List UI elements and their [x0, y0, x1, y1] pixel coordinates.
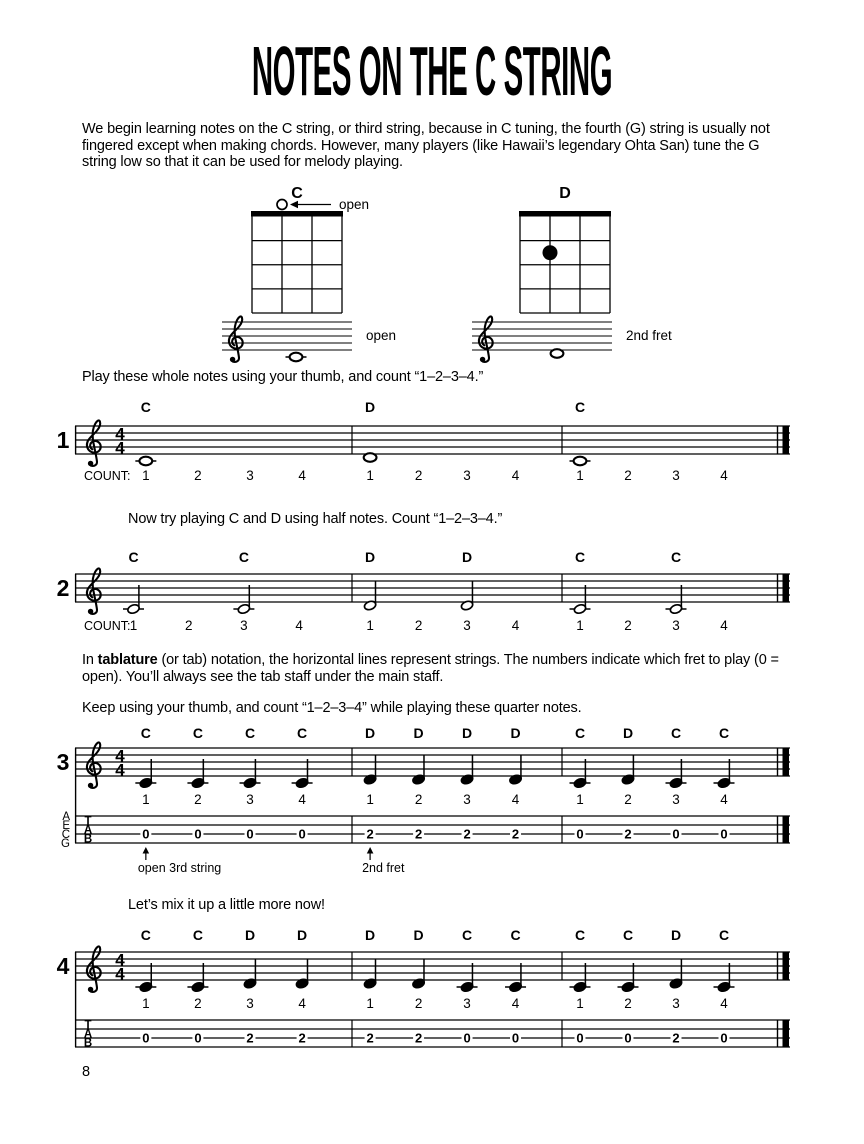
page-title: NOTES ON THE C STRING [251, 32, 613, 110]
svg-text:4: 4 [720, 792, 728, 807]
svg-text:2: 2 [246, 1030, 254, 1046]
svg-text:2: 2 [366, 1030, 374, 1046]
svg-text:0: 0 [142, 1030, 150, 1046]
finger-dot-marker [543, 245, 558, 260]
svg-text:1: 1 [142, 468, 150, 483]
svg-text:3: 3 [246, 792, 254, 807]
svg-text:E: E [62, 820, 70, 832]
svg-text:D: D [461, 549, 473, 565]
svg-text:4: 4 [511, 792, 520, 807]
svg-text:D: D [461, 725, 473, 741]
treble-clef-icon [87, 568, 101, 614]
svg-text:C: C [140, 725, 151, 741]
svg-text:4: 4 [298, 468, 306, 483]
svg-text:D: D [244, 927, 256, 943]
svg-text:C: C [140, 399, 151, 415]
svg-text:D: D [670, 927, 682, 943]
svg-text:0: 0 [576, 826, 584, 842]
svg-text:C: C [574, 549, 586, 565]
svg-text:D: D [413, 927, 424, 943]
svg-text:A: A [83, 824, 93, 837]
svg-text:C: C [574, 399, 586, 415]
svg-text:4: 4 [115, 950, 125, 970]
svg-text:C: C [670, 549, 682, 565]
svg-text:C: C [670, 725, 682, 741]
svg-text:T: T [84, 815, 92, 828]
svg-text:A: A [83, 1028, 93, 1041]
tablature-paragraph [82, 652, 798, 685]
svg-text:2: 2 [414, 1030, 423, 1046]
svg-text:2: 2 [184, 618, 193, 633]
svg-text:2: 2 [194, 996, 202, 1011]
svg-text:C: C [238, 549, 249, 565]
svg-text:4: 4 [115, 964, 125, 984]
svg-text:3: 3 [463, 792, 471, 807]
svg-text:1: 1 [366, 996, 374, 1011]
svg-text:1: 1 [576, 996, 584, 1011]
svg-text:3: 3 [56, 749, 70, 775]
svg-text:3: 3 [672, 468, 680, 483]
svg-text:G: G [61, 838, 70, 850]
treble-clef-icon [87, 742, 101, 788]
treble-clef-icon [479, 316, 493, 362]
svg-text:3: 3 [463, 996, 471, 1011]
svg-text:A: A [62, 811, 70, 823]
svg-text:C: C [244, 725, 256, 741]
svg-text:4: 4 [298, 996, 306, 1011]
svg-text:0: 0 [142, 826, 150, 842]
svg-text:C: C [574, 927, 586, 943]
svg-text:D: D [365, 549, 376, 565]
svg-text:D: D [365, 927, 376, 943]
svg-text:D: D [510, 725, 521, 741]
exercise-2-notation [0, 546, 864, 646]
svg-text:2: 2 [414, 468, 423, 483]
svg-text:3: 3 [672, 996, 680, 1011]
svg-text:D: D [365, 399, 376, 415]
tablature-text-pre: In [82, 652, 98, 668]
svg-text:3: 3 [672, 618, 680, 633]
svg-text:C: C [461, 927, 473, 943]
svg-text:2nd fret: 2nd fret [626, 328, 672, 343]
svg-text:4: 4 [295, 618, 303, 633]
svg-text:3: 3 [246, 996, 254, 1011]
svg-text:COUNT:: COUNT: [84, 619, 131, 633]
svg-text:4: 4 [115, 438, 125, 458]
svg-text:2: 2 [414, 792, 423, 807]
svg-text:T: T [84, 1019, 92, 1032]
svg-text:2: 2 [624, 826, 632, 842]
svg-text:C: C [297, 725, 308, 741]
svg-text:2: 2 [414, 618, 423, 633]
svg-text:0: 0 [246, 826, 254, 842]
svg-text:4: 4 [511, 618, 520, 633]
tablature-text-bold: tablature [97, 652, 158, 668]
svg-text:2: 2 [414, 826, 423, 842]
svg-text:open 3rd string: open 3rd string [137, 861, 222, 875]
svg-text:0: 0 [720, 1030, 728, 1046]
svg-text:3: 3 [672, 792, 680, 807]
svg-text:1: 1 [576, 618, 584, 633]
svg-text:3: 3 [463, 468, 471, 483]
svg-text:B: B [83, 833, 93, 846]
instruction-half-notes: Now try playing C and D using half notes. Count “1–2–3–4.” [128, 511, 503, 527]
svg-text:C: C [718, 725, 730, 741]
svg-text:4: 4 [298, 792, 306, 807]
svg-text:2nd fret: 2nd fret [362, 861, 405, 875]
svg-text:2: 2 [624, 618, 632, 633]
svg-text:D: D [559, 185, 571, 202]
svg-text:0: 0 [463, 1030, 471, 1046]
page-number: 8 [82, 1064, 91, 1080]
svg-text:2: 2 [672, 1030, 680, 1046]
svg-text:2: 2 [194, 792, 202, 807]
svg-text:0: 0 [511, 1030, 520, 1046]
svg-text:3: 3 [463, 618, 471, 633]
svg-text:C: C [128, 549, 139, 565]
svg-text:1: 1 [576, 792, 584, 807]
svg-text:2: 2 [624, 468, 632, 483]
intro-paragraph: We begin learning notes on the C string, or third string, because in C tuning, the fourth (G) string is usually not fingered except when making chords. However, many players (like Hawaii’s legendary Ohta San) tune the G string low so that it can be used for melody playing. [82, 121, 770, 171]
svg-text:4: 4 [56, 953, 70, 979]
svg-text:D: D [365, 725, 376, 741]
svg-text:B: B [83, 1037, 93, 1050]
svg-text:1: 1 [366, 618, 374, 633]
svg-text:2: 2 [624, 996, 632, 1011]
svg-text:open: open [366, 328, 397, 343]
svg-text:4: 4 [115, 424, 125, 444]
svg-text:1: 1 [366, 468, 374, 483]
svg-text:1: 1 [129, 618, 138, 633]
svg-text:C: C [140, 927, 151, 943]
svg-text:2: 2 [463, 826, 471, 842]
svg-text:D: D [297, 927, 308, 943]
svg-text:3: 3 [240, 618, 248, 633]
svg-text:4: 4 [720, 468, 728, 483]
svg-text:4: 4 [720, 618, 728, 633]
svg-text:0: 0 [576, 1030, 584, 1046]
instruction-quarter-notes: Keep using your thumb, and count “1–2–3–4” while playing these quarter notes. [82, 700, 582, 716]
svg-text:4: 4 [511, 468, 520, 483]
instruction-whole-notes: Play these whole notes using your thumb, and count “1–2–3–4.” [82, 369, 484, 385]
open-string-marker [277, 200, 287, 210]
svg-text:D: D [622, 725, 634, 741]
treble-clef-icon [87, 420, 101, 466]
chord-diagrams [0, 176, 864, 378]
svg-text:2: 2 [624, 792, 632, 807]
svg-text:3: 3 [246, 468, 254, 483]
tablature-text-post: (or tab) notation, the horizontal lines represent strings. The numbers indicate which fret to play (0 = open). You’ll always see the tab staff under the main staff. [82, 652, 779, 685]
svg-text:2: 2 [366, 826, 374, 842]
svg-text:4: 4 [511, 996, 520, 1011]
exercise-3-notation [0, 718, 864, 888]
svg-text:C: C [291, 185, 303, 202]
svg-text:0: 0 [672, 826, 680, 842]
svg-text:2: 2 [56, 575, 70, 601]
svg-text:1: 1 [142, 996, 150, 1011]
svg-text:4: 4 [720, 996, 728, 1011]
instruction-mix-up: Let’s mix it up a little more now! [128, 897, 325, 913]
svg-text:C: C [718, 927, 730, 943]
svg-text:0: 0 [720, 826, 728, 842]
svg-text:C: C [61, 829, 70, 841]
svg-text:COUNT:: COUNT: [84, 469, 131, 483]
svg-text:4: 4 [115, 760, 125, 780]
exercise-1-notation [0, 396, 864, 496]
svg-text:open: open [339, 197, 370, 212]
svg-text:0: 0 [194, 1030, 202, 1046]
svg-text:C: C [622, 927, 634, 943]
svg-text:1: 1 [366, 792, 374, 807]
svg-text:C: C [510, 927, 521, 943]
svg-text:C: C [192, 725, 203, 741]
svg-text:4: 4 [115, 746, 125, 766]
svg-text:1: 1 [142, 792, 150, 807]
svg-text:1: 1 [576, 468, 584, 483]
svg-text:2: 2 [414, 996, 423, 1011]
svg-text:2: 2 [298, 1030, 306, 1046]
svg-text:C: C [192, 927, 203, 943]
svg-text:0: 0 [298, 826, 306, 842]
svg-text:1: 1 [56, 427, 70, 453]
treble-clef-icon [229, 316, 243, 362]
svg-text:2: 2 [194, 468, 202, 483]
svg-text:2: 2 [511, 826, 520, 842]
svg-text:0: 0 [624, 1030, 632, 1046]
treble-clef-icon [87, 946, 101, 992]
exercise-4-notation [0, 922, 864, 1064]
svg-text:D: D [413, 725, 424, 741]
svg-text:0: 0 [194, 826, 202, 842]
svg-text:C: C [574, 725, 586, 741]
